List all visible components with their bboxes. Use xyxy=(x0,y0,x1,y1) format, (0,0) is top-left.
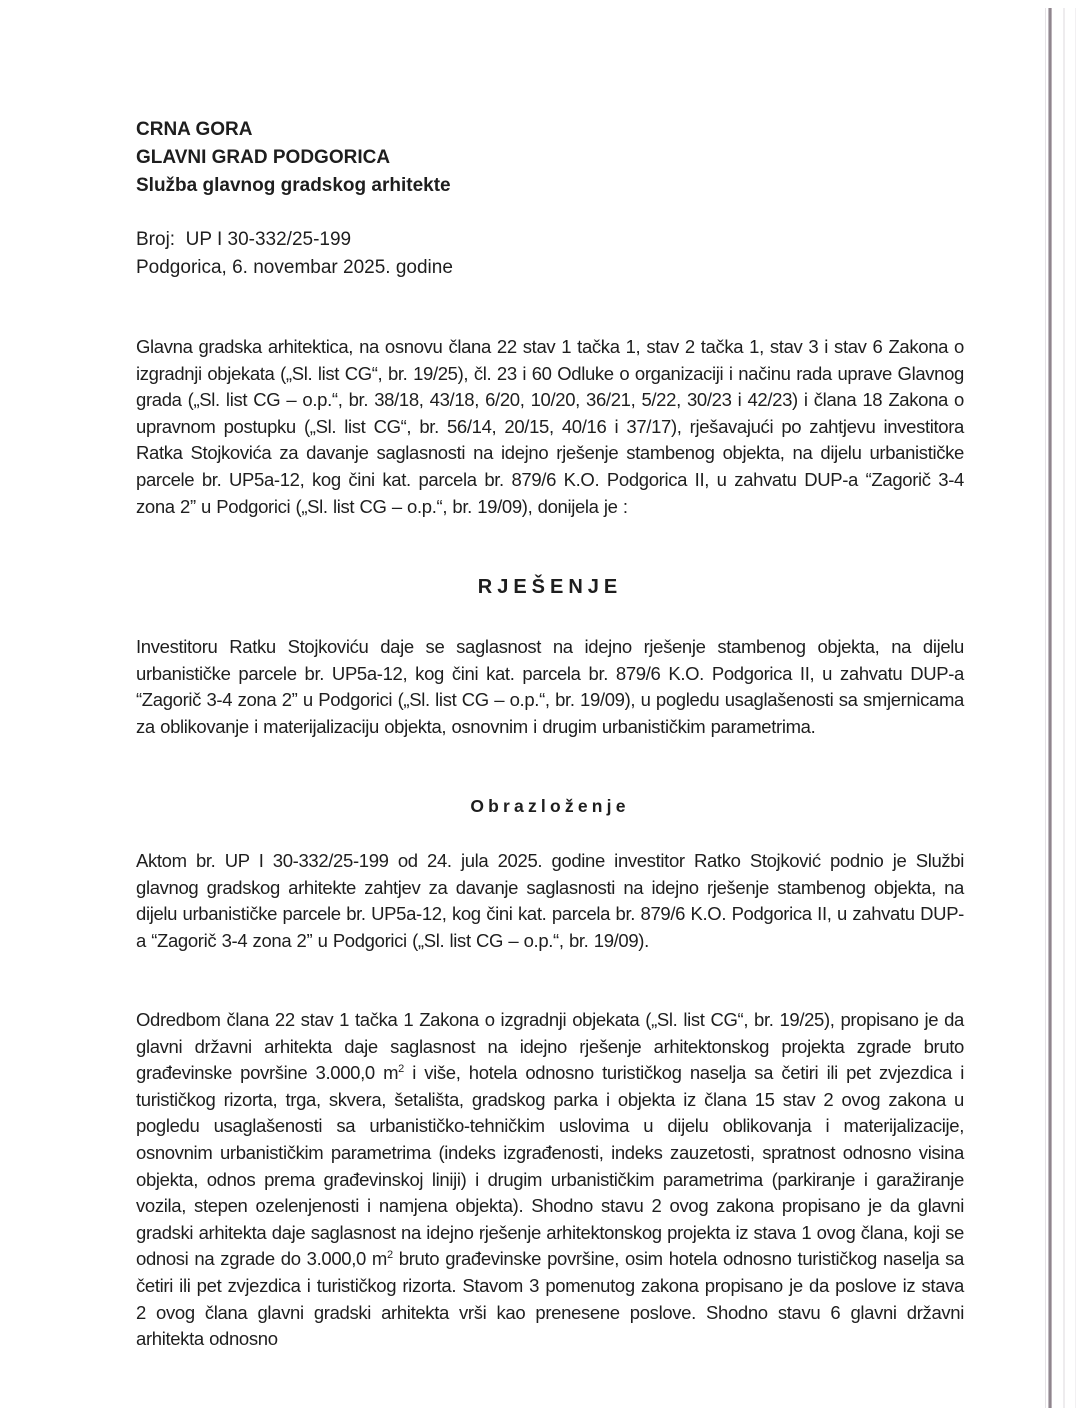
reasoning-title: Obrazloženje xyxy=(470,796,630,816)
document-meta xyxy=(136,226,453,282)
office-name: Služba glavnog gradskog arhitekte xyxy=(136,175,451,196)
text-run: i više, hotela odnosno turističkog naselja sa četiri ili pet zvjezdica i turističkog rizorta, trga, skvera, šetališta, gradskog parka i objekta iz člana 15 stav 2 ovog zakona u pogledu usaglašenosti sa urbanističko-tehničkim uslovima u dijelu oblikovanja i materijalizacije, osnovnim urbanističkim parametrima (indeks izgrađenosti, indeks zauzetosti, spratnost odnosno visina objekta, odnos prema građevinskoj liniji) i drugim urbanističkim parametrima (parkiranje i garažiranje vozila, stepen ozelenjenosti i namjena objekta). Shodno stavu 2 ovog zakona propisano je da glavni gradski arhitekta daje saglasnost na idejno rješenje arhitektonskog projekta iz stava 1 ovog člana, koji se odnosi na zgrade do 3.000,0 m xyxy=(136,1062,964,1270)
letterhead xyxy=(136,116,451,200)
decision-paragraph: Investitoru Ratku Stojkoviću daje se saglasnost na idejno rješenje stambenog objekta, na dijelu urbanističke parcele br. UP5a-12, kog čini kat. parcela br. 879/6 K.O. Podgorica II, u zahvatu DUP-a “Zagorič 3-4 zona 2” u Podgorici („Sl. list CG – o.p.“, br. 19/09), u pogledu usaglašenosti sa smjernicama za oblikovanje i materijalizaciju objekta, osnovnim i drugim urbanističkim parametrima. xyxy=(136,636,964,737)
scan-edge-line xyxy=(1063,8,1065,1408)
reference-number: Broj: UP I 30-332/25-199 xyxy=(136,229,352,250)
reasoning-paragraph-1: Aktom br. UP I 30-332/25-199 od 24. jula 2025. godine investitor Ratko Stojković podnio je Službi glavnog gradskog arhitekte zahtjev za davanje saglasnosti na idejno rješenje stambenog objekta, na dijelu urbanističke parcele br. UP5a-12, kog čini kat. parcela br. 879/6 K.O. Podgorica II, u zahvatu DUP-a “Zagorič 3-4 zona 2” u Podgorici („Sl. list CG – o.p.“, br. 19/09). xyxy=(136,850,964,951)
place-date: Podgorica, 6. novembar 2025. godine xyxy=(136,257,453,278)
reasoning-paragraph-2 xyxy=(136,1007,964,1353)
scan-binding-line xyxy=(1048,8,1052,1408)
city-name: GLAVNI GRAD PODGORICA xyxy=(136,147,391,168)
country-name: CRNA GORA xyxy=(136,119,253,140)
decision-title: RJEŠENJE xyxy=(477,576,623,598)
intro-paragraph: Glavna gradska arhitektica, na osnovu člana 22 stav 1 tačka 1, stav 2 tačka 1, stav 3 i stav 6 Zakona o izgradnji objekata („Sl. list CG“, br. 19/25), čl. 23 i 60 Odluke o organizaciji i načinu rada uprave Glavnog grada („Sl. list CG – o.p.“, br. 38/18, 43/18, 6/20, 10/20, 36/21, 5/22, 30/23 i 42/23) i člana 18 Zakona o upravnom postupku („Sl. list CG“, br. 56/14, 20/15, 40/16 i 37/17), rješavajući po zahtjevu investitora Ratka Stojkovića za davanje saglasnosti na idejno rješenje stambenog objekta, na dijelu urbanističke parcele br. UP5a-12, kog čini kat. parcela br. 879/6 K.O. Podgorica II, u zahvatu DUP-a “Zagorič 3-4 zona 2” u Podgorici („Sl. list CG – o.p.“, br. 19/09), donijela je : xyxy=(136,336,964,517)
superscript: 2 xyxy=(398,1063,404,1076)
scan-edge-line xyxy=(1045,8,1046,1408)
superscript: 2 xyxy=(387,1249,393,1262)
scan-edge-line xyxy=(1075,8,1076,1408)
text-run: Odredbom člana 22 stav 1 tačka 1 Zakona o izgradnji objekata („Sl. list CG“, br. 19/25), propisano je da glavni državni arhitekta daje saglasnost na idejno rješenje arhitektonskog projekta zgrade bruto građevinske površine 3.000,0 m xyxy=(136,1009,964,1084)
text-run: bruto građevinske površine, osim hotela odnosno turističkog naselja sa četiri ili pet zvjezdica i turističkog rizorta. Stavom 3 pomenutog zakona propisano je da poslove iz stava 2 ovog člana glavni gradski arhitekta vrši kao prenesene poslove. Shodno stavu 6 glavni državni arhitekta odnosno xyxy=(136,1248,964,1350)
